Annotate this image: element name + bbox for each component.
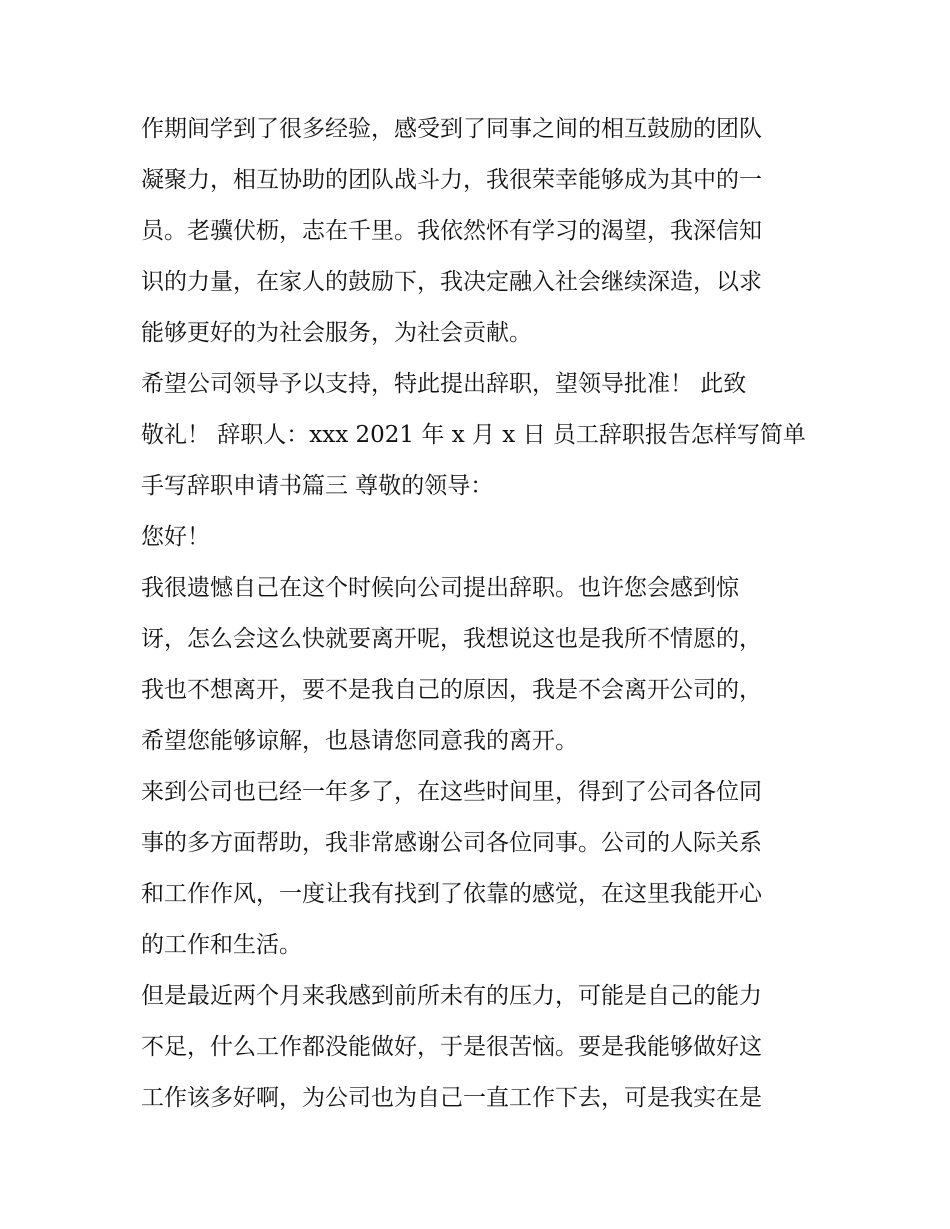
text-line: 和工作作风，一度让我有找到了依靠的感觉，在这里我能开心 <box>141 881 762 907</box>
text-line: 希望您能够谅解，也恳请您同意我的离开。 <box>141 728 578 754</box>
paragraph-1 <box>141 104 813 359</box>
paragraph-6 <box>141 971 813 1124</box>
text-line: 我很遗憾自己在这个时候向公司提出辞职。也许您会感到惊 <box>141 575 739 601</box>
text-line: 事的多方面帮助，我非常感谢公司各位同事。公司的人际关系 <box>141 830 762 856</box>
paragraph-greeting <box>141 512 813 563</box>
text-line: 讶，怎么会这么快就要离开呢，我想说这也是我所不情愿的， <box>141 626 762 652</box>
paragraph-2 <box>141 359 813 512</box>
text-line: 敬礼！ 辞职人：xxx 2021 年 x 月 x 日 员工辞职报告怎样写简单 <box>141 422 806 448</box>
text-line: 员。老骥伏枥，志在千里。我依然怀有学习的渴望，我深信知 <box>141 218 762 244</box>
paragraph-5 <box>141 767 813 971</box>
text-line: 识的力量，在家人的鼓励下，我决定融入社会继续深造，以求 <box>141 269 762 295</box>
paragraph-4 <box>141 563 813 767</box>
text-line: 来到公司也已经一年多了，在这些时间里，得到了公司各位同 <box>141 779 762 805</box>
text-line: 不足，什么工作都没能做好，于是很苦恼。要是我能够做好这 <box>141 1034 762 1060</box>
text-line: 能够更好的为社会服务，为社会贡献。 <box>141 320 532 346</box>
text-line: 作期间学到了很多经验，感受到了同事之间的相互鼓励的团队 <box>141 116 762 142</box>
text-line: 凝聚力，相互协助的团队战斗力，我很荣幸能够成为其中的一 <box>141 167 762 193</box>
text-line: 希望公司领导予以支持，特此提出辞职，望领导批准！ 此致 <box>141 371 747 397</box>
text-line: 工作该多好啊，为公司也为自己一直工作下去，可是我实在是 <box>141 1085 762 1111</box>
document-body <box>141 104 813 1124</box>
text-line: 但是最近两个月来我感到前所未有的压力，可能是自己的能力 <box>141 983 762 1009</box>
text-line: 的工作和生活。 <box>141 932 302 958</box>
text-line: 手写辞职申请书篇三 尊敬的领导： <box>141 473 494 499</box>
text-line: 您好！ <box>141 524 210 550</box>
text-line: 我也不想离开，要不是我自己的原因，我是不会离开公司的， <box>141 677 762 703</box>
